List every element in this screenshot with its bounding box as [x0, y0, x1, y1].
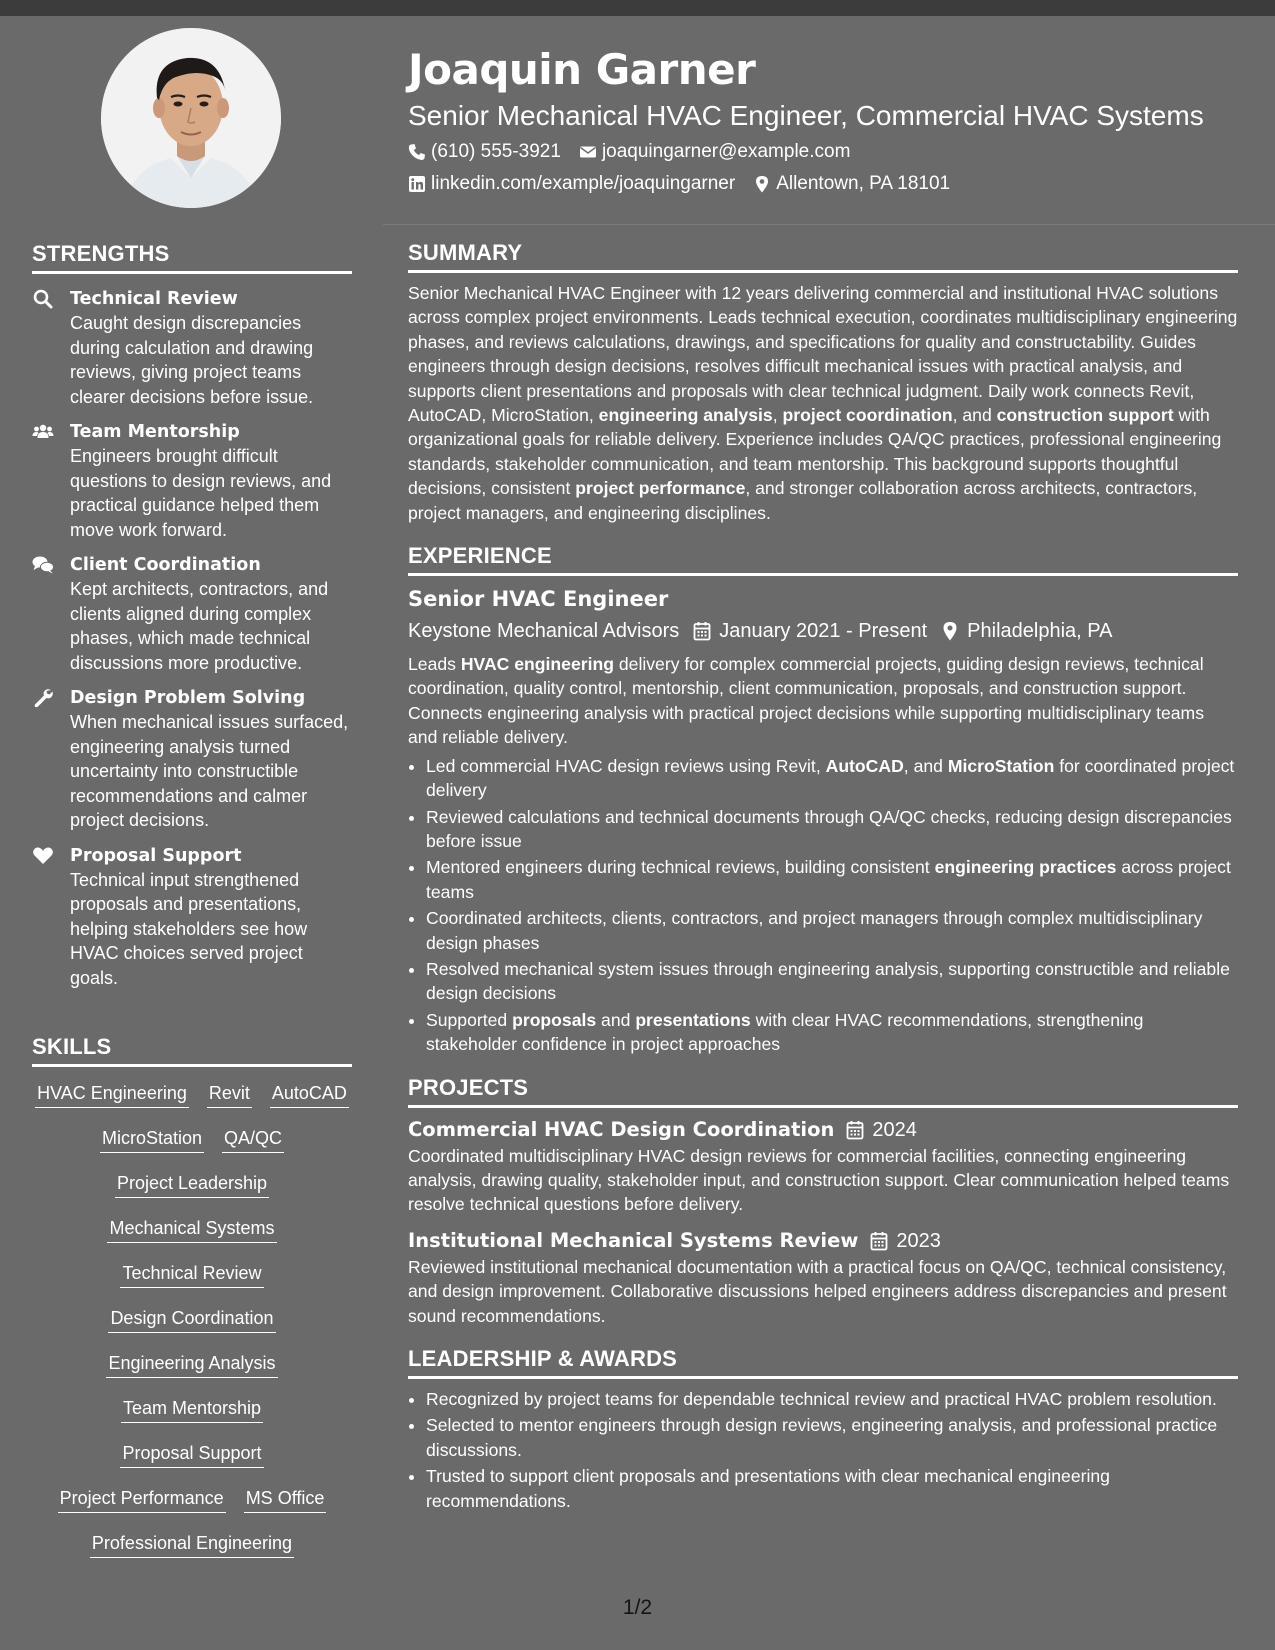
- job-bullet: • Mentored engineers during technical reviews, building consistent engineering practices across project teams: [426, 855, 1238, 904]
- skill-row: [32, 1441, 352, 1486]
- calendar-icon: [846, 1120, 864, 1140]
- experience-section: [408, 543, 1238, 1057]
- strength-item: [32, 554, 352, 675]
- job-bullet: • Reviewed calculations and technical documents through QA/QC checks, reducing design discrepancies before issue: [426, 805, 1238, 854]
- skill-row: [32, 1486, 352, 1531]
- phone-icon: [408, 143, 426, 161]
- job-bullet: • Led commercial HVAC design reviews using Revit, AutoCAD, and MicroStation for coordinated project delivery: [426, 754, 1238, 803]
- projects-section: [408, 1075, 1238, 1328]
- linkedin-icon: [408, 175, 426, 193]
- job-bullets: [408, 754, 1238, 1057]
- job-dates-text: January 2021 - Present: [719, 620, 928, 643]
- bold-keyword: engineering practices: [934, 857, 1117, 878]
- summary-heading: SUMMARY: [408, 240, 1238, 273]
- strength-title: Proposal Support: [70, 845, 242, 866]
- project-title-row: [408, 1116, 1238, 1144]
- strengths-heading: STRENGTHS: [32, 241, 352, 274]
- job-title: Senior HVAC Engineer: [408, 587, 669, 612]
- job-entry: [408, 584, 1238, 1057]
- skill-row: [32, 1081, 352, 1126]
- skill-row: [32, 1351, 352, 1396]
- experience-heading: EXPERIENCE: [408, 543, 1238, 576]
- skill-tag: Revit: [207, 1081, 252, 1108]
- project-year: [870, 1227, 941, 1255]
- bold-keyword: presentations: [635, 1009, 751, 1030]
- comments-icon: [32, 555, 56, 575]
- strength-title: Team Mentorship: [70, 422, 240, 442]
- summary-text: Senior Mechanical HVAC Engineer with 12 years delivering commercial and institutional HVAC solutions across complex project environments. Leads technical execution, coordinates multidisciplinary engineering phases, and reviews calculations, drawings, and specifications for quality and constructability. Guides engineers through design decisions, resolves difficult mechanical issues with practical analysis, and supports client presentations and proposals with clear technical judgment. Daily work connects Revit, AutoCAD, MicroStation, engineering analysis, project coordination, and construction support with organizational goals for reliable delivery. Experience includes QA/QC practices, professional engineering standards, stakeholder communication, and team mentorship. This background supports thoughtful decisions, consistent project performance, and stronger collaboration across architects, contractors, project managers, and engineering disciplines.: [408, 283, 1238, 523]
- skill-tag: Team Mentorship: [121, 1396, 263, 1423]
- skill-row: [32, 1306, 352, 1351]
- awards-list: [408, 1387, 1238, 1513]
- location-pin-icon: [753, 175, 771, 193]
- strength-item: [32, 421, 352, 542]
- job-location-text: Philadelphia, PA: [967, 620, 1113, 643]
- profile-photo-image: [101, 28, 281, 208]
- heart-icon: [32, 846, 56, 866]
- wrench-icon: [32, 688, 56, 708]
- strength-description: Kept architects, contractors, and clients aligned during complex phases, which made technical discussions more productive.: [70, 579, 329, 673]
- bold-keyword: project coordination: [782, 405, 953, 426]
- projects-heading: PROJECTS: [408, 1075, 1238, 1108]
- project-entry: [408, 1227, 1238, 1328]
- awards-heading: LEADERSHIP & AWARDS: [408, 1346, 1238, 1379]
- bold-keyword: AutoCAD: [825, 755, 904, 776]
- strength-description: Caught design discrepancies during calculation and drawing reviews, giving project teams clearer decisions before issue.: [70, 313, 314, 407]
- right-column: [408, 240, 1238, 1515]
- company-name: Keystone Mechanical Advisors: [408, 620, 680, 643]
- envelope-icon: [579, 143, 597, 161]
- strengths-section: [32, 241, 352, 990]
- skill-tag: Project Performance: [58, 1486, 226, 1513]
- strength-description: Technical input strengthened proposals and presentations, helping stakeholders see how HVAC choices served project goals.: [70, 869, 308, 988]
- bold-keyword: HVAC engineering: [460, 654, 614, 675]
- header-divider: [383, 224, 1275, 225]
- project-year-text: 2024: [872, 1118, 917, 1141]
- skill-row: [32, 1396, 352, 1441]
- calendar-icon: [870, 1231, 888, 1251]
- project-description: Coordinated multidisciplinary HVAC design reviews for commercial facilities, connecting engineering analysis, drawing quality, stakeholder input, and construction support. Clear communication helped teams resolve technical questions before delivery.: [408, 1145, 1230, 1215]
- top-bar: [0, 0, 1275, 16]
- strength-title: Technical Review: [70, 289, 238, 309]
- skill-row: [32, 1171, 352, 1216]
- location-contact: [753, 170, 950, 198]
- skill-row: [32, 1261, 352, 1306]
- job-meta: [408, 616, 1238, 646]
- award-item: • Recognized by project teams for dependable technical review and practical HVAC problem resolution.: [426, 1387, 1238, 1411]
- job-bullet: • Resolved mechanical system issues through engineering analysis, supporting constructible and reliable design decisions: [426, 957, 1238, 1006]
- skill-tag: HVAC Engineering: [35, 1081, 189, 1108]
- candidate-name: Joaquin Garner: [408, 45, 756, 94]
- skill-tag: Design Coordination: [108, 1306, 275, 1333]
- page-indicator: 1/2: [622, 1596, 653, 1619]
- skill-tag: Engineering Analysis: [106, 1351, 277, 1378]
- bold-keyword: construction support: [996, 405, 1174, 426]
- calendar-icon: [693, 621, 711, 641]
- job-bullet: • Supported proposals and presentations with clear HVAC recommendations, strengthening stakeholder confidence in project approaches: [426, 1008, 1238, 1057]
- skill-tag: Project Leadership: [115, 1171, 269, 1198]
- skill-tag: Mechanical Systems: [107, 1216, 276, 1243]
- project-title-row: [408, 1227, 1238, 1255]
- bold-keyword: MicroStation: [947, 755, 1055, 776]
- strength-item: [32, 288, 352, 409]
- skill-tag: MicroStation: [100, 1126, 204, 1153]
- phone-contact: [408, 138, 561, 166]
- skill-tag: AutoCAD: [270, 1081, 349, 1108]
- email-contact[interactable]: [579, 138, 850, 166]
- project-title: Institutional Mechanical Systems Review: [408, 1228, 859, 1252]
- location-text: Allentown, PA 18101: [776, 173, 951, 194]
- linkedin-url[interactable]: linkedin.com/example/joaquingarner: [431, 173, 736, 194]
- skill-tag: Technical Review: [120, 1261, 263, 1288]
- skills-section: [32, 1034, 352, 1576]
- job-bullet: • Coordinated architects, clients, contractors, and project managers through complex multidisciplinary design phases: [426, 906, 1238, 955]
- project-year-text: 2023: [896, 1229, 941, 1252]
- linkedin-contact[interactable]: [408, 170, 735, 198]
- job-intro: Leads HVAC engineering delivery for complex commercial projects, guiding design reviews, technical coordination, quality control, mentorship, client communication, proposals, and construction support. Connects engineering analysis with practical project decisions while supporting multidisciplinary teams and reliable delivery.: [408, 654, 1205, 748]
- skill-row: [32, 1531, 352, 1576]
- project-entry: [408, 1116, 1238, 1217]
- strength-item: [32, 687, 352, 833]
- project-description: Reviewed institutional mechanical documentation with a practical focus on QA/QC, technical consistency, and design improvement. Collaborative discussions helped engineers address discrepancies and present sound recommendations.: [408, 1256, 1227, 1326]
- award-item: • Trusted to support client proposals and presentations with clear mechanical engineering recommendations.: [426, 1464, 1238, 1513]
- contact-row: [408, 170, 1238, 198]
- skill-tag: QA/QC: [222, 1126, 284, 1153]
- strength-title: Client Coordination: [70, 555, 261, 575]
- strength-title: Design Problem Solving: [70, 688, 306, 708]
- skill-tag: MS Office: [244, 1486, 327, 1513]
- skill-row: [32, 1216, 352, 1261]
- location-pin-icon: [941, 621, 959, 641]
- strength-description: Engineers brought difficult questions to design reviews, and practical guidance helped them move work forward.: [70, 446, 332, 540]
- skill-tag: Proposal Support: [120, 1441, 263, 1468]
- project-title: Commercial HVAC Design Coordination: [408, 1117, 835, 1141]
- strength-description: When mechanical issues surfaced, engineering analysis turned uncertainty into constructible recommendations and calmer project decisions.: [70, 712, 349, 830]
- job-location: [941, 616, 1112, 646]
- skills-heading: SKILLS: [32, 1034, 352, 1067]
- strength-item: [32, 845, 352, 991]
- skill-tag: Professional Engineering: [90, 1531, 294, 1558]
- award-item: • Selected to mentor engineers through design reviews, engineering analysis, and professional practice discussions.: [426, 1413, 1238, 1462]
- profile-photo: [101, 28, 281, 208]
- summary-section: [408, 240, 1238, 525]
- skills-list: [32, 1081, 352, 1576]
- email-address[interactable]: joaquingarner@example.com: [601, 141, 851, 162]
- bold-keyword: project performance: [575, 478, 746, 499]
- candidate-title: Senior Mechanical HVAC Engineer, Commercial HVAC Systems: [408, 100, 1204, 131]
- awards-section: [408, 1346, 1238, 1513]
- skill-row: [32, 1126, 352, 1171]
- contact-row: [408, 138, 1238, 166]
- job-dates: [693, 616, 927, 646]
- phone-number: (610) 555-3921: [431, 141, 561, 162]
- bold-keyword: engineering analysis: [598, 405, 773, 426]
- users-icon: [32, 422, 56, 442]
- project-year: [846, 1116, 917, 1144]
- bold-keyword: proposals: [512, 1009, 597, 1030]
- resume-header: [408, 42, 1238, 198]
- search-icon: [32, 289, 56, 309]
